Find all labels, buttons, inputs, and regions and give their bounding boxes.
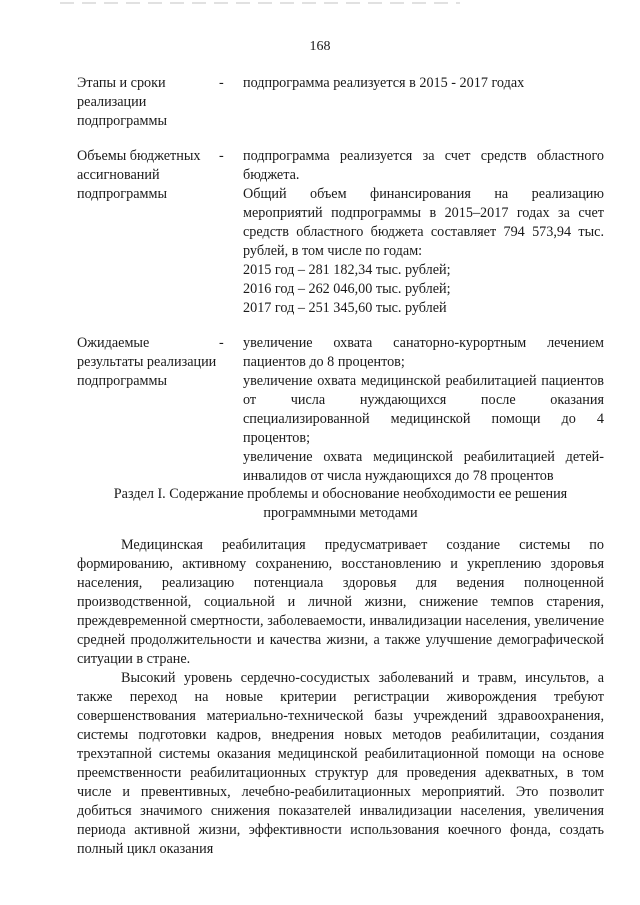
passport-value-line: Общий объем финансирования на реализацию мероприятий подпрограммы в 2015–2017 годах за счет средств областного бюджета составляет 794 573,94 тыс. рублей, в том числе по годам: [243, 186, 604, 259]
passport-table [77, 74, 604, 486]
passport-value-line: подпрограмма реализуется в 2015 - 2017 годах [243, 75, 525, 91]
passport-row-budget [77, 147, 604, 318]
passport-label: Объемы бюджетных ассигнований подпрограммы [77, 148, 201, 202]
passport-dash: - [219, 335, 224, 351]
passport-value-line: увеличение охвата медицинской реабилитацией пациентов от числа нуждающихся после оказания специализированной медицинской помощи до 4 процентов; [243, 373, 604, 446]
body-text [77, 536, 604, 859]
passport-label: Этапы и сроки реализации подпрограммы [77, 75, 167, 129]
passport-value [243, 334, 604, 486]
passport-value-line: увеличение охвата медицинской реабилитацией детей-инвалидов от числа нуждающихся до 78 процентов [243, 449, 604, 484]
passport-dash: - [219, 75, 224, 91]
passport-value [243, 74, 604, 131]
passport-value-line: 2017 год – 251 345,60 тыс. рублей [243, 300, 447, 316]
passport-value-line: увеличение охвата санаторно-курортным лечением пациентов до 8 процентов; [243, 335, 604, 370]
section-title-line: Раздел I. Содержание проблемы и обоснование необходимости ее решения [113, 486, 568, 502]
passport-row-results [77, 334, 604, 486]
section-title-line: программными методами [263, 505, 418, 521]
passport-value [243, 147, 604, 318]
paragraph: Медицинская реабилитация предусматривает создание системы по формированию, активному сохранению, восстановлению и укреплению здоровья населения, реализацию потенциала здоровья для ведения полноценной производственной, социальной и личной жизни, снижение темпов старения, преждевременной смертности, заболеваемости, инвалидизации населения, увеличение средней продолжительности и качества жизни, а также улучшение демографической ситуации в стране. [77, 537, 604, 667]
passport-row-stages [77, 74, 604, 131]
passport-value-line: 2016 год – 262 046,00 тыс. рублей; [243, 281, 451, 297]
section-title [77, 485, 604, 523]
scan-artifact [60, 2, 460, 4]
page-number: 168 [309, 39, 331, 54]
paragraph: Высокий уровень сердечно-сосудистых заболеваний и травм, инсультов, а также переход на новые критерии регистрации живорождения требуют совершенствования материально-технической базы учреждений здравоохранения, системы подготовки кадров, внедрения новых методов реабилитации, создания трехэтапной системы оказания медицинской реабилитационной помощи на основе преемственности реабилитационных структур для проведения адекватных, в том числе и превентивных, лечебно-реабилитационных мероприятий. Это позволит добиться значимого снижения показателей инвалидизации населения, увеличения периода активной жизни, эффективности использования коечного фонда, создать полный цикл оказания [77, 670, 604, 857]
passport-label: Ожидаемые результаты реализации подпрограммы [77, 335, 217, 389]
passport-value-line: 2015 год – 281 182,34 тыс. рублей; [243, 262, 451, 278]
passport-dash: - [219, 148, 224, 164]
passport-value-line: подпрограмма реализуется за счет средств областного бюджета. [243, 148, 604, 183]
